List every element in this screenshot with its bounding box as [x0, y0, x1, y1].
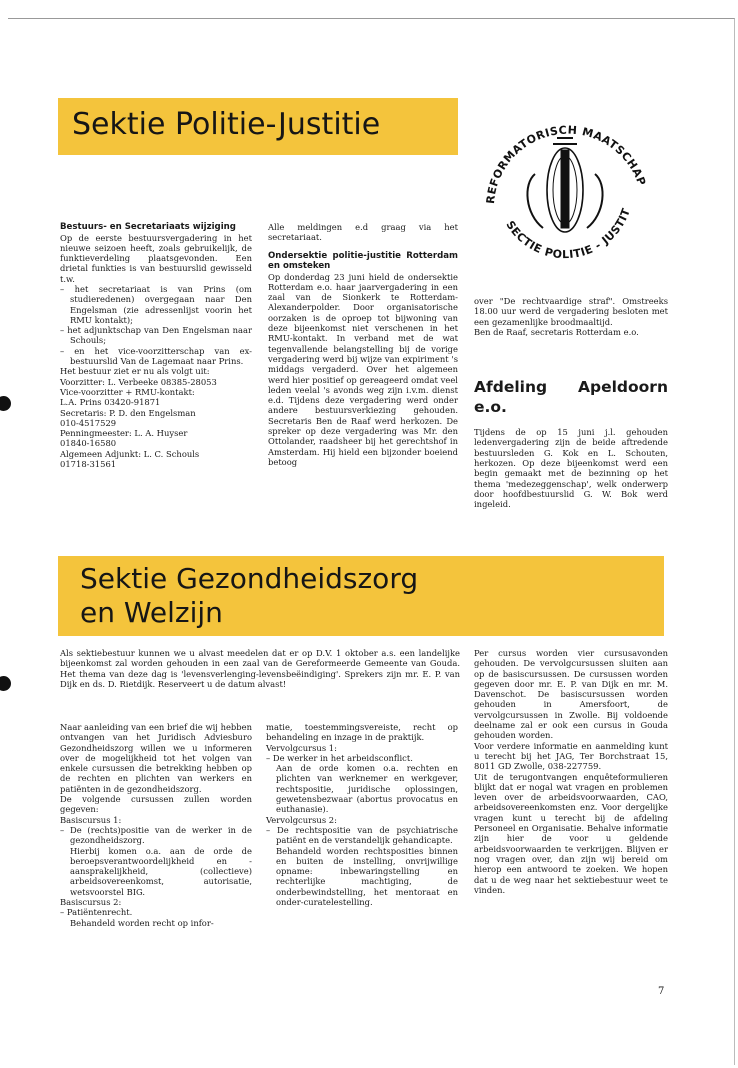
- section-title-line-1: Sektie Gezondheidszorg: [80, 562, 419, 595]
- basiscursus-2-cont: matie, toestemmingsvereiste, recht op behandeling en inzage in de praktijk.: [266, 722, 458, 743]
- apeldoorn-body: Tijdens de op 15 juni j.l. gehouden ledenvergadering zijn de beide aftredende bestuursleden G. Kok en L. Schouten, herkozen. Op deze bijeenkomst werd een begin gemaakt met de bezinning op het thema 'medezeggenschap', welk onderwerp door hoofdbestuurslid G. W. Bok werd ingeleid.: [474, 427, 668, 510]
- intro-text: Als sektiebestuur kunnen we u alvast meedelen dat er op D.V. 1 oktober a.s. een landelijke bijeenkomst zal worden gehouden in een zaal van de Gereformeerde Gemeente van Gouda. Het thema van deze dag is 'levensverlenging-levensbeëindiging'. Sprekers zijn mr. E. P. van Dijk en ds. D. Rietdijk. Reserveert u de datum alvast!: [60, 648, 460, 689]
- board-line: Penningmeester: L. A. Huyser: [60, 428, 188, 439]
- rotterdam-body: Op donderdag 23 juni hield de ondersektie Rotterdam e.o. haar jaarvergadering in een zaal van de Sionkerk te Rotterdam-Alexanderpolder. Door organisatorische oorzaken is de oproep tot bijwoning van deze bijeenkomst niet verschenen in het RMU-kontakt. In verband met de wat tegenvallende belangstelling bij de vorige vergadering werd bij wijze van expiriment 's middags vergaderd. Over het algemeen werd hier positief op gereageerd omdat veel leden veelal 's avonds weg zijn i.v.m. dienst e.d. Tijdens deze vergadering werd onder andere bestuursverkiezing gehouden. Secretaris Ben de Raaf werd herkozen. De spreker op deze vergadering was Mr. den Ottolander, raadsheer bij het gerechtshof in Amsterdam. Hij hield een bijzonder boeiend betoog: [268, 271, 458, 467]
- bestuur-item-1: – het secretariaat is van Prins (om studieredenen) overgegaan naar Den Engelsman (zie adressenlijst voorin het RMU kontakt);: [60, 283, 252, 325]
- board-line: 01840-16580: [60, 438, 117, 449]
- heading-bestuur: Bestuurs- en Secretariaats wijziging: [60, 222, 236, 232]
- heading-apeldoorn: Afdeling Apeldoorn e.o.: [474, 378, 668, 417]
- vervolgcursus-2-item: – De rechtspositie van de psychiatrische patiënt en de verstandelijk gehandicapte.: [266, 824, 458, 846]
- basiscursus-1-detail: Hierbij komen o.a. aan de orde de beroepsverantwoordelijkheid en -aansprakelijkheid, (collectieve) arbeidsovereenkomst, autorisatie, wetsvoorstel BIG.: [70, 845, 252, 897]
- banner-gezondheidszorg: [58, 556, 664, 636]
- gezondheidszorg-intro: [60, 648, 460, 689]
- board-line: 01718-31561: [60, 459, 117, 470]
- vervolgcursus-1-label: Vervolgcursus 1:: [266, 742, 337, 753]
- vervolgcursus-1-item: – De werker in het arbeidsconflict.: [266, 752, 413, 763]
- notice-secretariaat: Alle meldingen e.d graag via het secretariaat.: [268, 222, 458, 243]
- basiscursus-2-label: Basiscursus 2:: [60, 897, 122, 908]
- basiscursus-1-item: – De (rechts)positie van de werker in de gezondheidszorg.: [60, 824, 252, 846]
- logo-top-text: REFORMATORISCH MAATSCHAP: [483, 123, 649, 205]
- rotterdam-continuation: over "De rechtvaardige straf". Omstreeks 18.00 uur werd de vergadering besloten met een gezamenlijke broodmaaltijd.: [474, 296, 668, 327]
- column-cursussen-1: [60, 722, 252, 928]
- section-title: Sektie Politie-Justitie: [72, 107, 381, 142]
- bestuur-intro: Op de eerste bestuursvergadering in het nieuwe seizoen heeft, zoals gebruikelijk, de funktieverdeling plaatsgevonden. Een drietal funkties is van bestuurslid gewisseld t.w.: [60, 232, 252, 284]
- column-rotterdam: [268, 222, 458, 467]
- basiscursus-2-item: – Patiëntenrecht.: [60, 907, 133, 918]
- board-line: 010-4517529: [60, 417, 117, 428]
- cursus-info: Per cursus worden vier cursusavonden gehouden. De vervolgcursussen sluiten aan op de basiscursussen. De cursussen worden gegeven door mr. E. P. van Dijk en mr. M. Davenschot. De basiscursussen worden gehouden in Amersfoort, de vervolgcursussen in Zwolle. Bij voldoende deelname zal er ook een cursus in Gouda gehouden worden.: [474, 648, 668, 741]
- enquete-info: Uit de terugontvangen enquêteformulieren blijkt dat er nogal wat vragen en problemen leven over de arbeidsvoorwaarden, CAO, arbeidsovereenkomsten enz. Voor dergelijke vragen kunt u terecht bij de afdeling Personeel en Organisatie. Behalve informatie zijn hier de voor u geldende arbeidsvoorwaarden te verkrijgen. Blijven er nog vragen over, dan zijn wij bereid om hierop een antwoord te zoeken. We hopen dat u de weg naar het sektiebestuur weet te vinden.: [474, 771, 668, 895]
- basiscursus-1-label: Basiscursus 1:: [60, 814, 122, 825]
- board-intro: Het bestuur ziet er nu als volgt uit:: [60, 366, 210, 377]
- column-cursussen-3: [474, 648, 668, 895]
- basiscursus-2-detail: Behandeld worden recht op infor-: [70, 917, 214, 928]
- svg-text:REFORMATORISCH MAATSCHAPPELIJK: [470, 92, 648, 204]
- signature: Ben de Raaf, secretaris Rotterdam e.o.: [474, 326, 639, 337]
- cursus-intro: Naar aanleiding van een brief die wij hebben ontvangen van het Juridisch Adviesburo Gezondheidszorg willen we u informeren over de mogelijkheid tot het volgen van enkele cursussen die betrekking hebben op de rechten en plichten van werkers en patiënten in de gezondheidszorg.: [60, 722, 252, 794]
- section-title-line-2: en Welzijn: [80, 596, 223, 629]
- board-line: Vice-voorzitter + RMU-kontakt:: [60, 386, 195, 397]
- board-line: Algemeen Adjunkt: L. C. Schouls: [60, 448, 200, 459]
- page-number: 7: [658, 986, 665, 997]
- column-bestuur: [60, 222, 252, 469]
- column-apeldoorn: [474, 296, 668, 510]
- bestuur-item-3: – en het vice-voorzitterschap van ex-bestuurslid Van de Lagemaat naar Prins.: [60, 345, 252, 367]
- rmu-logo: [470, 92, 660, 282]
- banner-politie-justitie: [58, 98, 458, 155]
- cursus-list-intro: De volgende cursussen zullen worden gegeven:: [60, 794, 252, 815]
- logo-bottom-text: SECTIE POLITIE - JUSTIT: [503, 206, 633, 262]
- board-line: Secretaris: P. D. den Engelsman: [60, 407, 196, 418]
- aanmelding-info: Voor verdere informatie en aanmelding kunt u terecht bij het JAG, Ter Borchstraat 15, 8011 GD Zwolle, 038-227759.: [474, 740, 668, 772]
- vervolgcursus-2-label: Vervolgcursus 2:: [266, 814, 337, 825]
- vervolgcursus-1-detail: Aan de orde komen o.a. rechten en plichten van werknemer en werkgever, rechtspositie, juridische oplossingen, gewetensbezwaar (abortus provocatus en euthanasie).: [276, 763, 458, 815]
- vervolgcursus-2-detail: Behandeld worden rechtsposities binnen en buiten de instelling, onvrijwillige opname: inbewaringstelling en rechterlijke machtiging, de onderbewindstelling, het mentoraat en onder-curatelestelling.: [276, 845, 458, 908]
- board-line: Voorzitter: L. Verbeeke 08385-28053: [60, 376, 217, 387]
- bestuur-item-2: – het adjunktschap van Den Engelsman naar Schouls;: [60, 325, 252, 346]
- board-line: L.A. Prins 03420-91871: [60, 397, 161, 408]
- column-cursussen-2: [266, 722, 458, 907]
- heading-rotterdam: Ondersektie politie-justitie Rotterdam en omsteken: [268, 250, 458, 272]
